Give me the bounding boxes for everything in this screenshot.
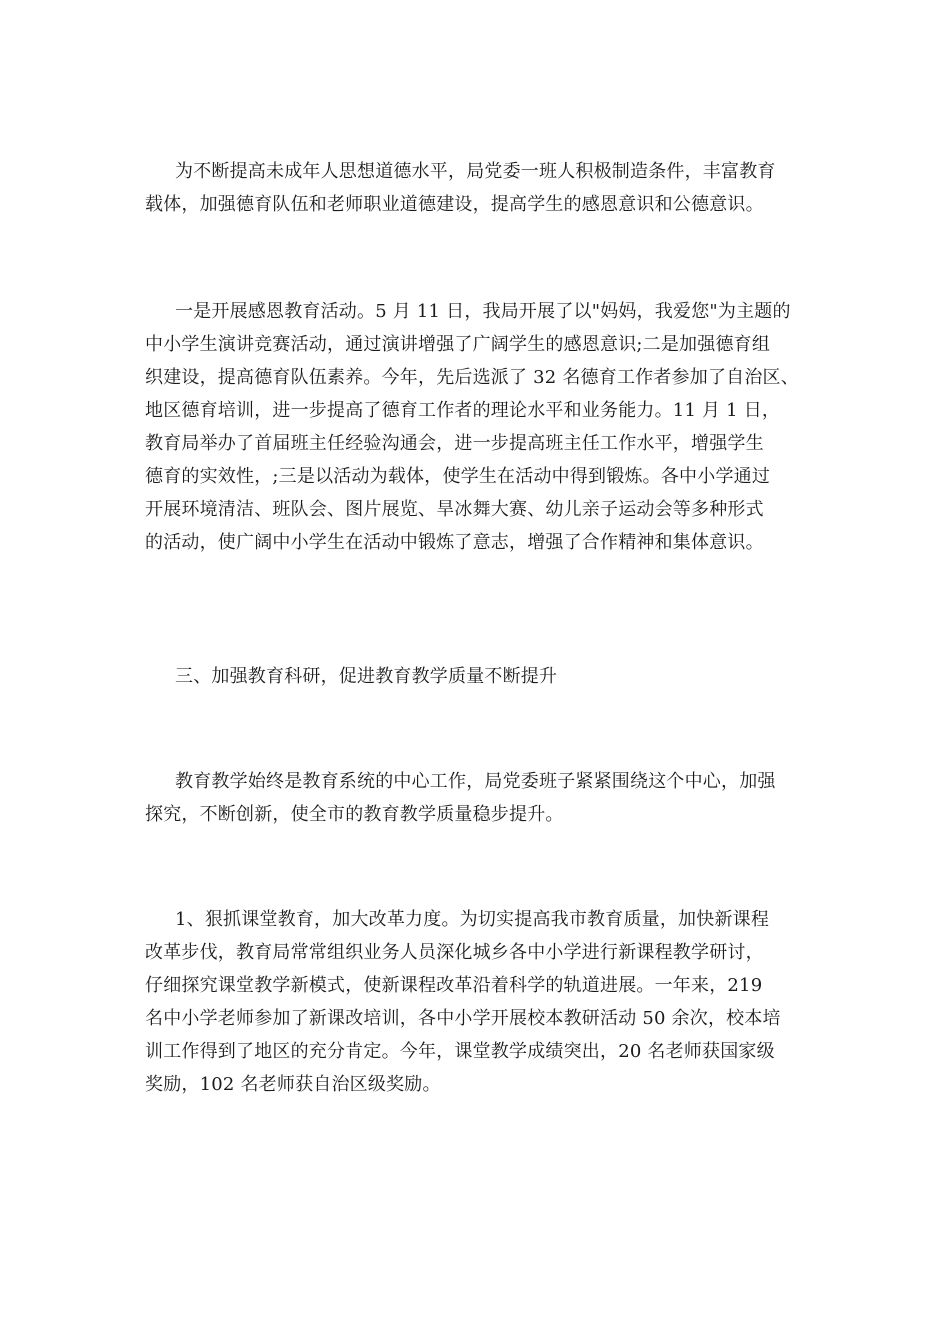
text-line: 地区德育培训，进一步提高了德育工作者的理论水平和业务能力。11 月 1 日，	[145, 400, 781, 421]
text-line: 训工作得到了地区的充分肯定。今年，课堂教学成绩突出，20 名老师获国家级	[145, 1041, 775, 1062]
text-line: 载体，加强德育队伍和老师职业道德建设，提高学生的感恩意识和公德意识。	[145, 194, 764, 215]
paragraph-gratitude-activities	[145, 295, 815, 559]
text-line: 开展环境清洁、班队会、图片展览、旱冰舞大赛、幼儿亲子运动会等多种形式	[145, 499, 764, 520]
text-line: 一是开展感恩教育活动。5 月 11 日，我局开展了以"妈妈，我爱您"为主题的	[175, 301, 791, 322]
text-line: 德育的实效性，;三是以活动为载体，使学生在活动中得到锻炼。各中小学通过	[145, 466, 771, 487]
text-line: 教育局举办了首届班主任经验沟通会，进一步提高班主任工作水平，增强学生	[145, 433, 764, 454]
text-line: 为不断提高未成年人思想道德水平，局党委一班人积极制造条件，丰富教育	[175, 161, 776, 182]
text-line: 探究，不断创新，使全市的教育教学质量稳步提升。	[145, 804, 564, 825]
text-line: 中小学生演讲竞赛活动，通过演讲增强了广阔学生的感恩意识;二是加强德育组	[145, 334, 771, 355]
text-line: 织建设，提高德育队伍素养。今年，先后选派了 32 名德育工作者参加了自治区、	[145, 367, 799, 388]
section-heading	[145, 660, 815, 693]
text-line: 教育教学始终是教育系统的中心工作，局党委班子紧紧围绕这个中心，加强	[175, 771, 776, 792]
text-line: 名中小学老师参加了新课改培训，各中小学开展校本教研活动 50 余次，校本培	[145, 1008, 781, 1029]
text-line: 1、狠抓课堂教育，加大改革力度。为切实提高我市教育质量，加快新课程	[175, 909, 770, 930]
paragraph-classroom-reform	[145, 903, 815, 1101]
paragraph-teaching-center	[145, 765, 815, 831]
text-line: 的活动，使广阔中小学生在活动中锻炼了意志，增强了合作精神和集体意识。	[145, 532, 764, 553]
text-line: 三、加强教育科研，促进教育教学质量不断提升	[175, 666, 558, 687]
text-line: 奖励，102 名老师获自治区级奖励。	[145, 1074, 441, 1095]
text-line: 改革步伐，教育局常常组织业务人员深化城乡各中小学进行新课程教学研讨，	[145, 942, 764, 963]
text-line: 仔细探究课堂教学新模式，使新课程改革沿着科学的轨道进展。一年来，219	[145, 975, 763, 996]
paragraph-moral-education-intro	[145, 155, 815, 221]
